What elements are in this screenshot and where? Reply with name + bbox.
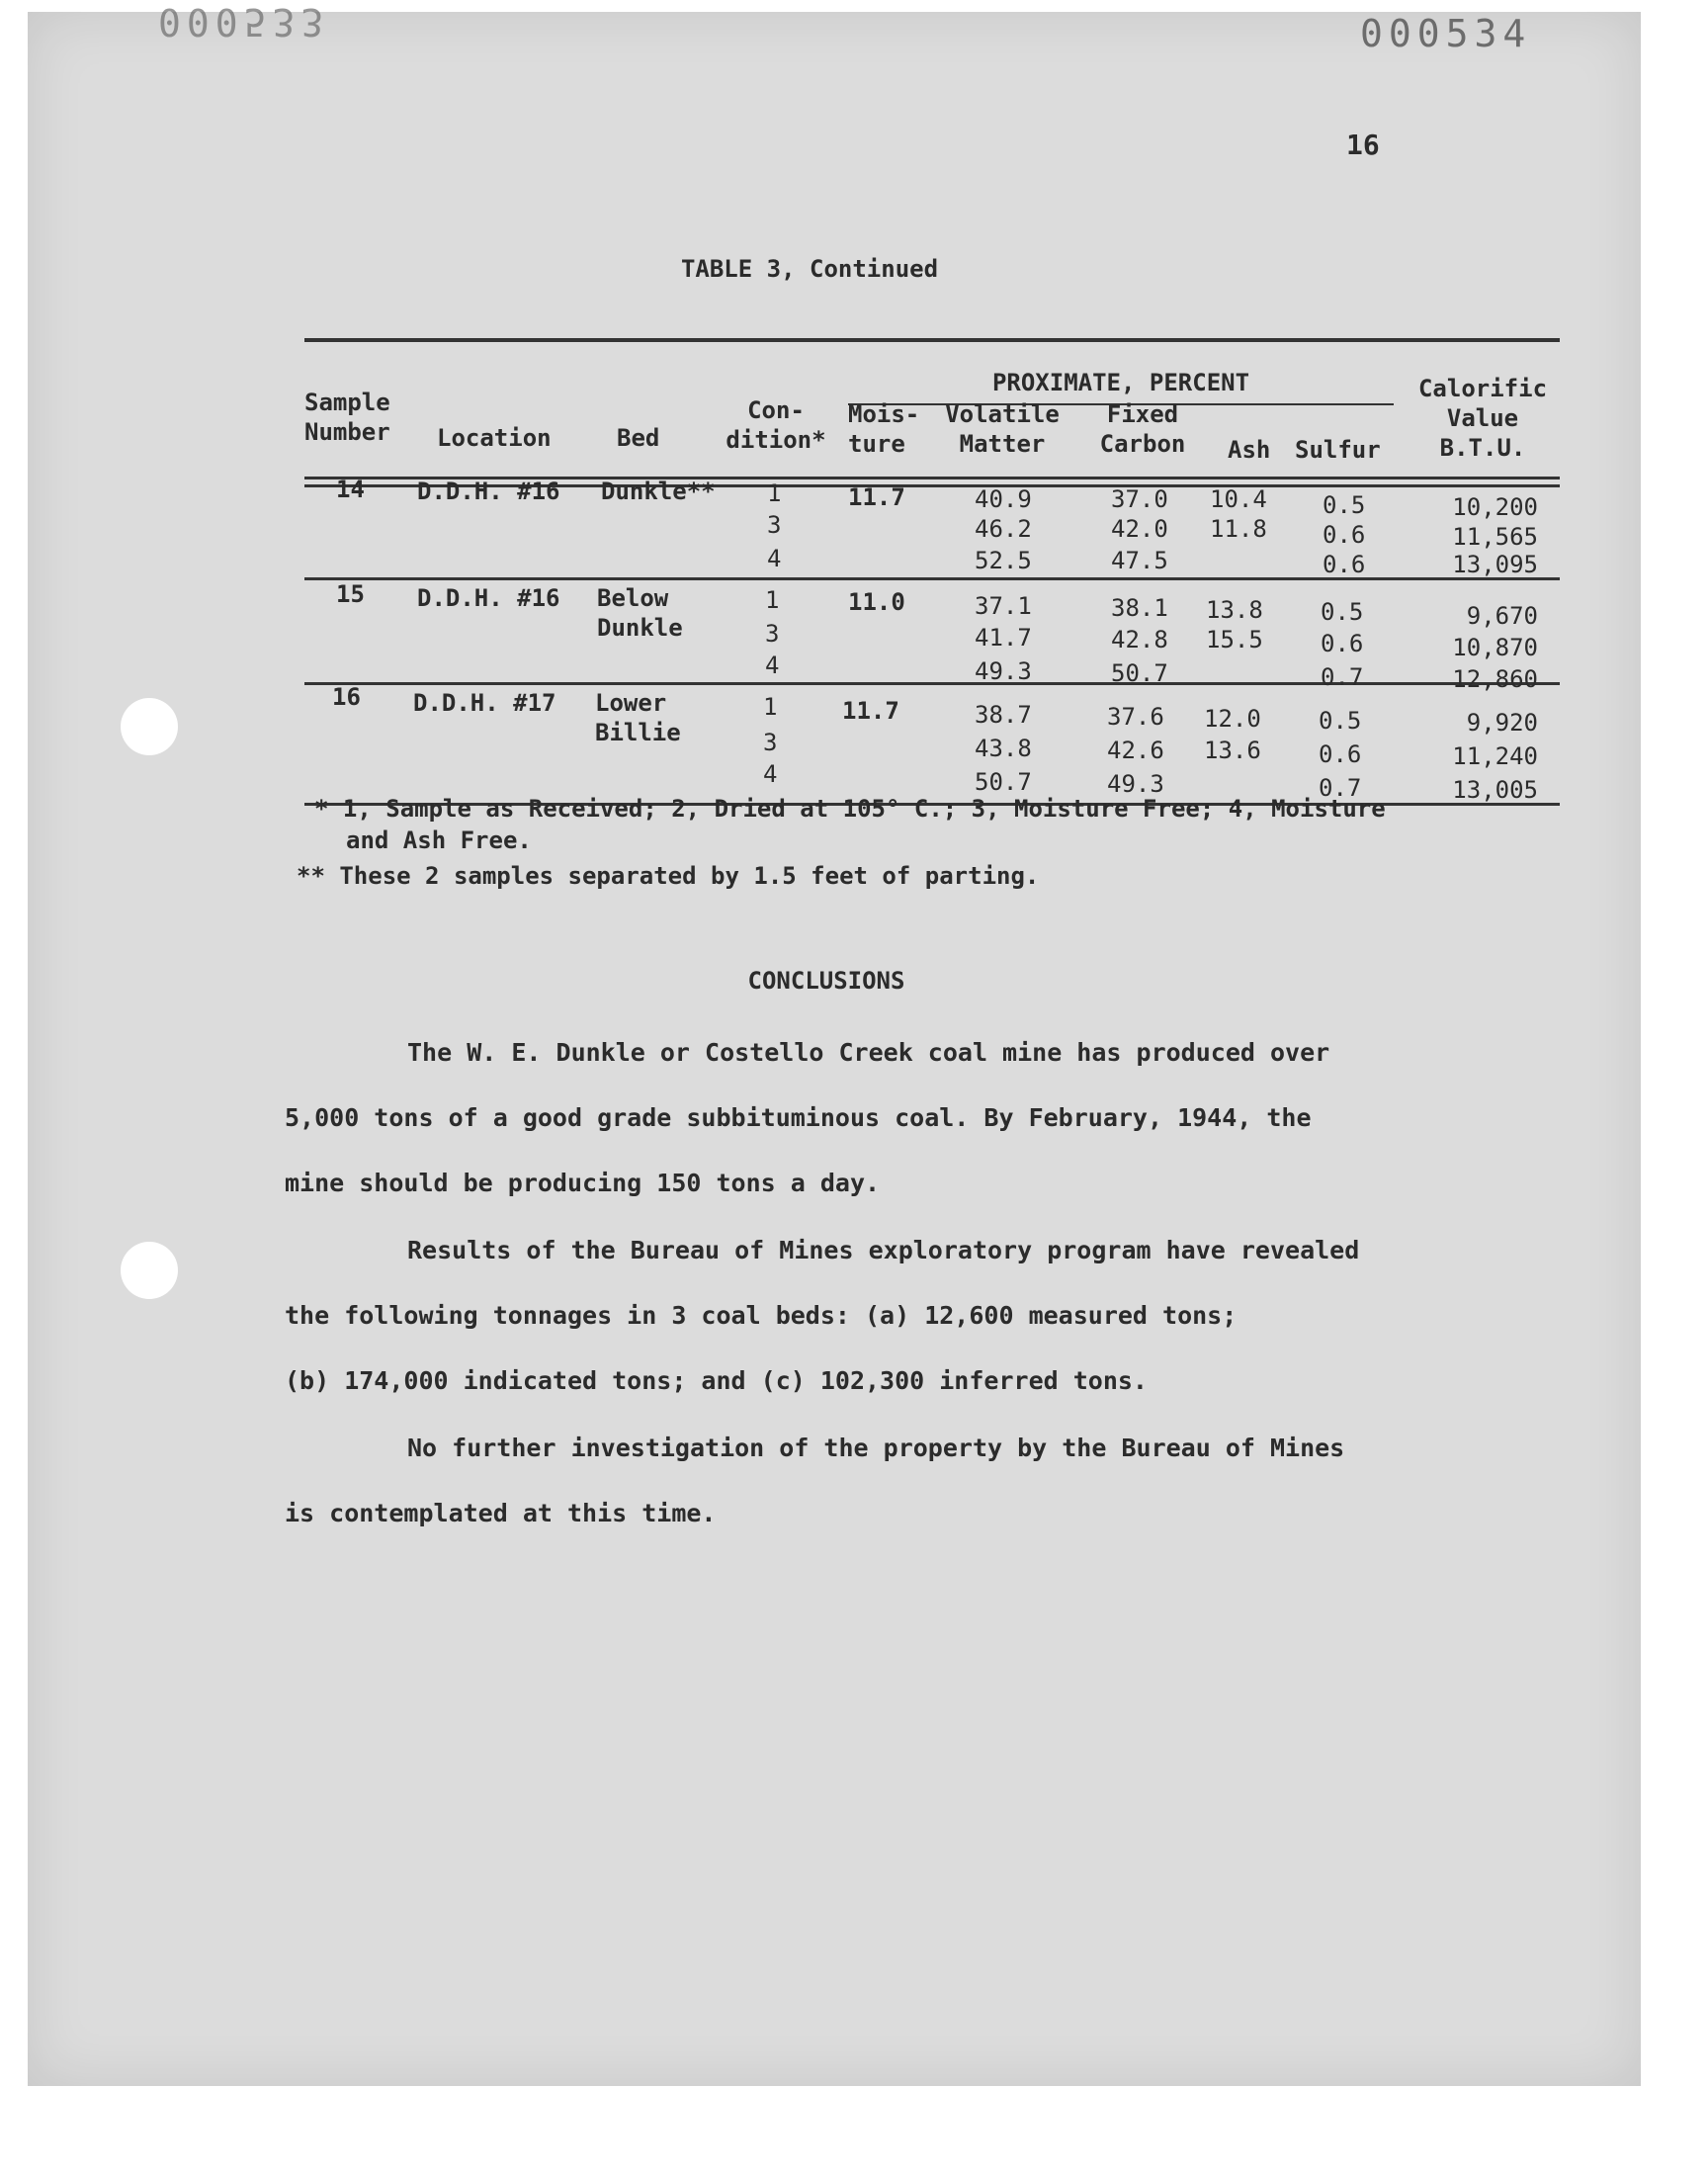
- btu-cell: 9,670: [1466, 602, 1538, 630]
- conclusions-heading: CONCLUSIONS: [747, 967, 905, 995]
- condition-cell: 3: [763, 729, 778, 756]
- punch-hole: [121, 1242, 178, 1299]
- volatile-cell: 49.3: [975, 657, 1032, 685]
- ash-cell: 13.6: [1204, 737, 1261, 764]
- moisture-cell: 11.7: [848, 483, 905, 511]
- fixed-carbon-cell: 42.8: [1111, 626, 1168, 653]
- sulfur-cell: 0.6: [1323, 521, 1366, 549]
- fixed-carbon-cell: 50.7: [1111, 659, 1168, 687]
- btu-cell: 12,860: [1452, 665, 1538, 693]
- fixed-carbon-cell: 42.0: [1111, 515, 1168, 543]
- location-cell: D.D.H. #16: [417, 478, 560, 505]
- location-cell: D.D.H. #16: [417, 584, 560, 612]
- header-bed: Bed: [617, 424, 660, 452]
- condition-cell: 3: [765, 620, 780, 648]
- table-top-rule: [304, 338, 1560, 342]
- sulfur-cell: 0.7: [1321, 663, 1364, 691]
- header-ash: Ash: [1228, 436, 1271, 464]
- sulfur-cell: 0.6: [1319, 740, 1362, 768]
- header-sample-number: Sample Number: [304, 389, 390, 446]
- page-number: 16: [1346, 129, 1380, 161]
- header-calorific-value: Calorific Value B.T.U.: [1417, 375, 1548, 462]
- condition-cell: 1: [763, 693, 778, 721]
- volatile-cell: 41.7: [975, 624, 1032, 652]
- sulfur-cell: 0.5: [1319, 707, 1362, 735]
- header-proximate-percent: PROXIMATE, PERCENT: [991, 369, 1250, 396]
- btu-cell: 10,200: [1452, 493, 1538, 521]
- sample-number: 15: [336, 580, 365, 608]
- conclusions-paragraph: Results of the Bureau of Mines exploratory program have revealed the following tonnages in 3 coal beds: (a) 12,600 measured tons; (b) 174,000 indicated tons; and (c) 102,300 inferred tons.: [285, 1236, 1360, 1395]
- btu-cell: 10,870: [1452, 634, 1538, 661]
- fixed-carbon-cell: 42.6: [1107, 737, 1164, 764]
- volatile-cell: 52.5: [975, 547, 1032, 574]
- fixed-carbon-cell: 37.6: [1107, 703, 1164, 731]
- condition-cell: 4: [767, 545, 782, 572]
- header-moisture: Mois- ture: [848, 400, 920, 458]
- bed-cell: Dunkle**: [601, 478, 716, 505]
- sulfur-cell: 0.5: [1323, 491, 1366, 519]
- sulfur-cell: 0.6: [1321, 630, 1364, 657]
- fixed-carbon-cell: 49.3: [1107, 770, 1164, 798]
- group-divider: [304, 577, 1560, 580]
- condition-cell: 4: [763, 760, 778, 788]
- punch-hole: [121, 698, 178, 755]
- sulfur-cell: 0.5: [1321, 598, 1364, 626]
- ash-cell: 13.8: [1206, 596, 1263, 624]
- bates-stamp-mirrored: 000533: [158, 0, 330, 44]
- volatile-cell: 38.7: [975, 701, 1032, 729]
- group-divider: [304, 682, 1560, 685]
- ash-cell: 11.8: [1210, 515, 1267, 543]
- moisture-cell: 11.0: [848, 588, 905, 616]
- conclusions-paragraph: The W. E. Dunkle or Costello Creek coal mine has produced over 5,000 tons of a good grade subbituminous coal. By February, 1944, the mine should be producing 150 tons a day.: [285, 1038, 1330, 1197]
- btu-cell: 11,240: [1452, 742, 1538, 770]
- sample-number: 14: [336, 476, 365, 503]
- btu-cell: 13,095: [1452, 551, 1538, 578]
- fixed-carbon-cell: 38.1: [1111, 594, 1168, 622]
- condition-cell: 4: [765, 652, 780, 679]
- footnote-condition-key: * 1, Sample as Received; 2, Dried at 105° C.; 3, Moisture Free; 4, Moisture and Ash Free.: [314, 795, 1386, 854]
- condition-cell: 1: [767, 479, 782, 507]
- header-location: Location: [437, 424, 552, 452]
- header-condition: Con- dition*: [726, 396, 826, 454]
- sulfur-cell: 0.6: [1323, 551, 1366, 578]
- header-volatile-matter: Volatile Matter: [945, 400, 1060, 458]
- bed-cell: Below Dunkle: [597, 584, 683, 642]
- btu-cell: 11,565: [1452, 523, 1538, 551]
- table-title: TABLE 3, Continued: [680, 255, 939, 283]
- header-fixed-carbon: Fixed Carbon: [1099, 400, 1186, 458]
- footnote-parting: ** These 2 samples separated by 1.5 feet of parting.: [297, 862, 1040, 890]
- bates-stamp: 000534: [1360, 12, 1532, 55]
- btu-cell: 9,920: [1466, 709, 1538, 737]
- conclusions-paragraph: No further investigation of the property by the Bureau of Mines is contemplated at this time.: [285, 1434, 1345, 1527]
- volatile-cell: 43.8: [975, 735, 1032, 762]
- header-sulfur: Sulfur: [1295, 436, 1381, 464]
- condition-cell: 3: [767, 511, 782, 539]
- condition-cell: 1: [765, 586, 780, 614]
- moisture-cell: 11.7: [842, 697, 899, 725]
- sample-number: 16: [332, 683, 361, 711]
- ash-cell: 10.4: [1210, 485, 1267, 513]
- btu-cell: 13,005: [1452, 776, 1538, 804]
- volatile-cell: 46.2: [975, 515, 1032, 543]
- volatile-cell: 37.1: [975, 592, 1032, 620]
- ash-cell: 15.5: [1206, 626, 1263, 653]
- location-cell: D.D.H. #17: [413, 689, 556, 717]
- volatile-cell: 40.9: [975, 485, 1032, 513]
- volatile-cell: 50.7: [975, 768, 1032, 796]
- ash-cell: 12.0: [1204, 705, 1261, 733]
- sulfur-cell: 0.7: [1319, 774, 1362, 802]
- bed-cell: Lower Billie: [595, 689, 681, 746]
- fixed-carbon-cell: 37.0: [1111, 485, 1168, 513]
- fixed-carbon-cell: 47.5: [1111, 547, 1168, 574]
